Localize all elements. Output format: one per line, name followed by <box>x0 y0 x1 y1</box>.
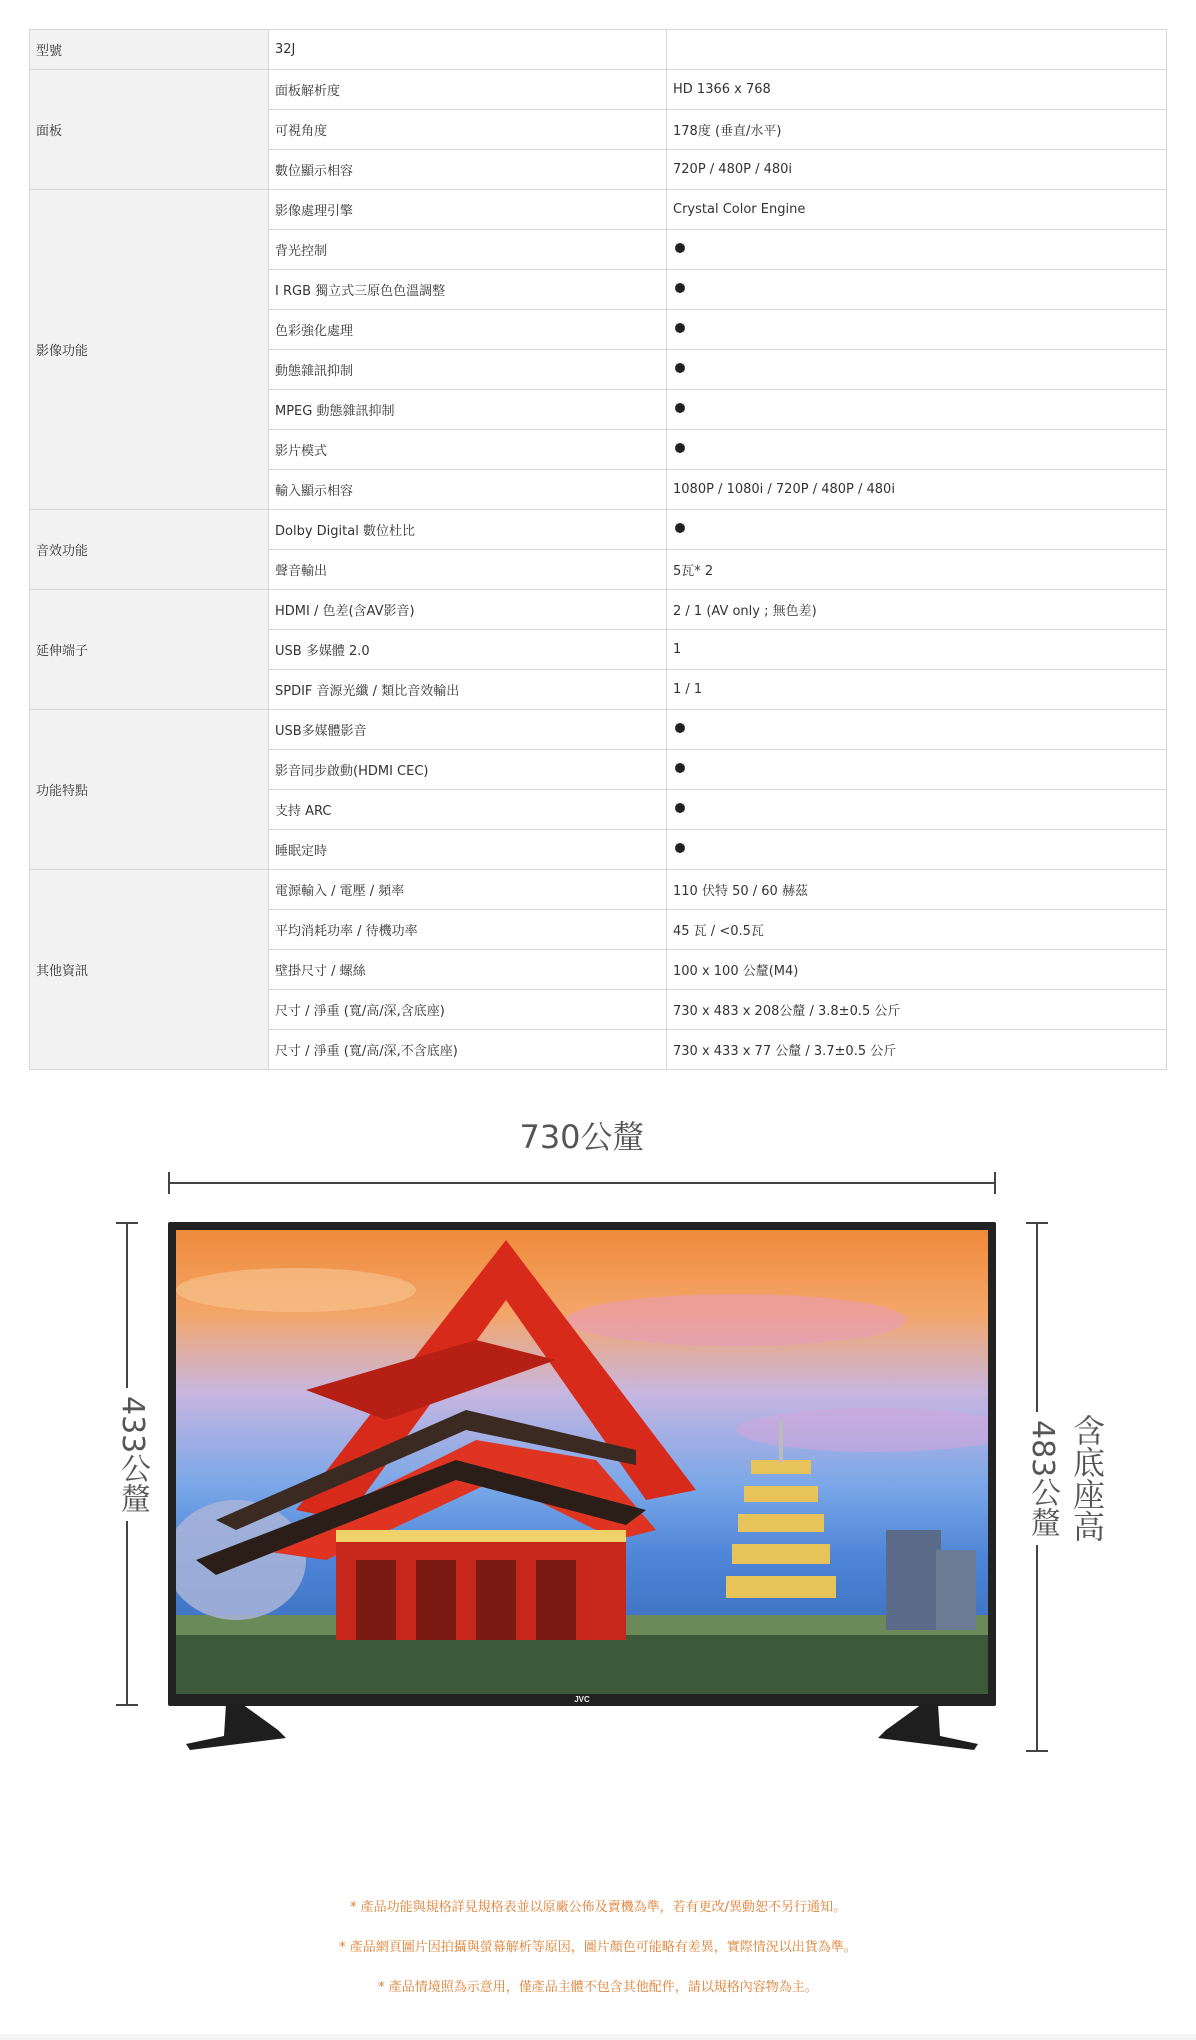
dimension-cap <box>116 1704 138 1706</box>
feature-cell: 背光控制 <box>269 230 667 270</box>
feature-cell: 尺寸 / 淨重 (寬/高/深,含底座) <box>269 990 667 1030</box>
table-row <box>30 510 1167 550</box>
value-cell <box>667 750 1167 790</box>
value-cell <box>667 430 1167 470</box>
value-cell: 2 / 1 (AV only ; 無色差) <box>667 590 1167 630</box>
feature-cell: 輸入顯示相容 <box>269 470 667 510</box>
value-cell <box>667 270 1167 310</box>
feature-cell: I RGB 獨立式三原色色溫調整 <box>269 270 667 310</box>
feature-cell: MPEG 動態雜訊抑制 <box>269 390 667 430</box>
value-cell <box>667 830 1167 870</box>
with-stand-caption: 含底座高 <box>1064 1414 1110 1542</box>
temple-scene <box>176 1230 988 1694</box>
tv-stand <box>168 1704 996 1752</box>
feature-cell: 可視角度 <box>269 110 667 150</box>
category-cell: 功能特點 <box>30 710 269 870</box>
disclaimer-note: * 產品網頁圖片因拍攝與螢幕解析等原因，圖片顏色可能略有差異，實際情況以出貨為準。 <box>339 1940 857 1955</box>
value-cell: Crystal Color Engine <box>667 190 1167 230</box>
supported-dot-icon <box>675 403 685 413</box>
feature-cell: 影片模式 <box>269 430 667 470</box>
height-label: 433公釐 <box>110 1388 154 1521</box>
feature-cell: 影音同步啟動(HDMI CEC) <box>269 750 667 790</box>
feature-cell: USB 多媒體 2.0 <box>269 630 667 670</box>
table-row <box>30 590 1167 630</box>
value-cell <box>667 790 1167 830</box>
value-cell: 100 x 100 公釐(M4) <box>667 950 1167 990</box>
value-cell: 178度 (垂直/水平) <box>667 110 1167 150</box>
feature-cell: 動態雜訊抑制 <box>269 350 667 390</box>
value-cell <box>667 230 1167 270</box>
value-cell: 730 x 483 x 208公釐 / 3.8±0.5 公斤 <box>667 990 1167 1030</box>
supported-dot-icon <box>675 523 685 533</box>
supported-dot-icon <box>675 283 685 293</box>
value-cell <box>667 710 1167 750</box>
table-row <box>30 190 1167 230</box>
supported-dot-icon <box>675 803 685 813</box>
category-cell: 影像功能 <box>30 190 269 510</box>
feature-cell: Dolby Digital 數位杜比 <box>269 510 667 550</box>
feature-cell: 尺寸 / 淨重 (寬/高/深,不含底座) <box>269 1030 667 1070</box>
feature-cell: 壁掛尺寸 / 螺絲 <box>269 950 667 990</box>
feature-cell: 面板解析度 <box>269 70 667 110</box>
value-cell: 1 <box>667 630 1167 670</box>
feature-cell: 聲音輸出 <box>269 550 667 590</box>
value-cell <box>667 390 1167 430</box>
value-cell <box>667 310 1167 350</box>
width-dimension <box>168 1112 996 1172</box>
width-label: 730公釐 <box>519 1118 645 1156</box>
value-cell: HD 1366 x 768 <box>667 70 1167 110</box>
value-cell: 730 x 433 x 77 公釐 / 3.7±0.5 公斤 <box>667 1030 1167 1070</box>
category-cell: 其他資訊 <box>30 870 269 1070</box>
feature-cell: 睡眠定時 <box>269 830 667 870</box>
feature-cell: USB多媒體影音 <box>269 710 667 750</box>
page-bottom-bar <box>0 2034 1196 2040</box>
model-label: 型號 <box>30 30 269 70</box>
supported-dot-icon <box>675 443 685 453</box>
feature-cell: 平均消耗功率 / 待機功率 <box>269 910 667 950</box>
tv-screen-image <box>176 1230 988 1694</box>
disclaimer-note: * 產品情境照為示意用，僅產品主體不包含其他配件，請以規格內容物為主。 <box>378 1980 818 1995</box>
feature-cell: 數位顯示相容 <box>269 150 667 190</box>
brand-logo: JVC <box>574 1695 590 1704</box>
table-row <box>30 710 1167 750</box>
dimension-cap <box>994 1172 996 1194</box>
feature-cell: 支持 ARC <box>269 790 667 830</box>
supported-dot-icon <box>675 363 685 373</box>
value-cell: 720P / 480P / 480i <box>667 150 1167 190</box>
feature-cell: 電源輸入 / 電壓 / 頻率 <box>269 870 667 910</box>
category-cell: 音效功能 <box>30 510 269 590</box>
supported-dot-icon <box>675 323 685 333</box>
model-value: 32J <box>269 30 667 70</box>
value-cell <box>667 510 1167 550</box>
disclaimer-note: * 產品功能與規格詳見規格表並以原廠公佈及賣機為準，若有更改/異動恕不另行通知。 <box>349 1900 846 1915</box>
supported-dot-icon <box>675 763 685 773</box>
height-with-stand-label: 483公釐 <box>1020 1412 1064 1545</box>
feature-cell: 色彩強化處理 <box>269 310 667 350</box>
feature-cell: HDMI / 色差(含AV影音) <box>269 590 667 630</box>
feature-cell: 影像處理引擎 <box>269 190 667 230</box>
table-row <box>30 70 1167 110</box>
value-cell: 1080P / 1080i / 720P / 480P / 480i <box>667 470 1167 510</box>
table-row <box>30 870 1167 910</box>
value-cell: 45 瓦 / <0.5瓦 <box>667 910 1167 950</box>
supported-dot-icon <box>675 723 685 733</box>
value-cell: 1 / 1 <box>667 670 1167 710</box>
empty-cell <box>667 30 1167 70</box>
category-cell: 面板 <box>30 70 269 190</box>
value-cell <box>667 350 1167 390</box>
supported-dot-icon <box>675 243 685 253</box>
category-cell: 延伸端子 <box>30 590 269 710</box>
value-cell: 5瓦* 2 <box>667 550 1167 590</box>
dimension-line <box>168 1182 996 1184</box>
supported-dot-icon <box>675 843 685 853</box>
dimension-cap <box>1026 1750 1048 1752</box>
table-row <box>30 30 1167 70</box>
feature-cell: SPDIF 音源光纖 / 類比音效輸出 <box>269 670 667 710</box>
tv-illustration <box>168 1222 996 1706</box>
spec-table <box>29 29 1167 1070</box>
value-cell: 110 伏特 50 / 60 赫茲 <box>667 870 1167 910</box>
